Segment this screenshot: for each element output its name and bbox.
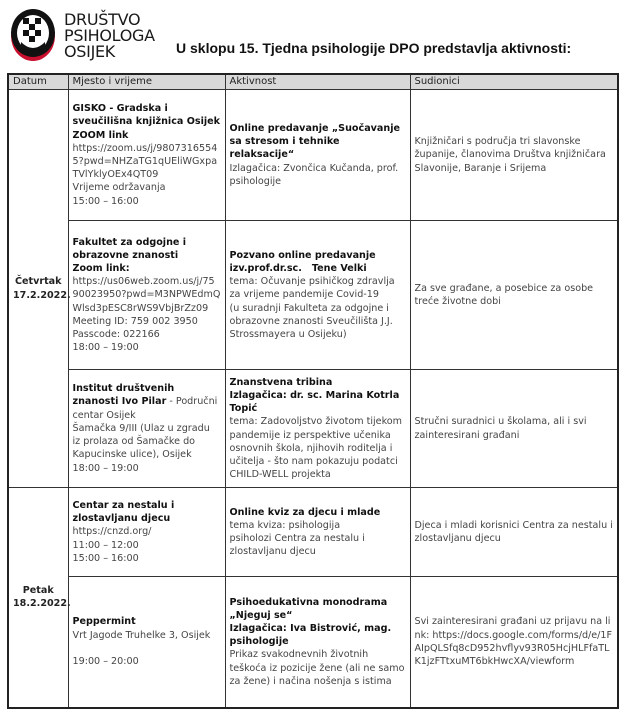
activity-cell xyxy=(225,221,410,370)
place-subtitle: - Područni centar Osijek xyxy=(72,396,218,421)
place-cell xyxy=(68,90,225,221)
day-date: 17.2.2022. xyxy=(13,289,71,301)
activity-title: Psihoedukativna monodrama „Njeguj se“ xyxy=(229,596,388,621)
place-name: GISKO - Gradska i sveučilišna knjižnica Osijek xyxy=(72,103,221,128)
table-row xyxy=(8,488,618,577)
table-row xyxy=(8,577,618,708)
activity-speaker: izv.prof.dr.sc. Tene Velki xyxy=(229,262,367,274)
activity-topic: tema kviza: psihologija xyxy=(229,519,341,531)
time-range: 18:00 – 19:00 xyxy=(72,342,139,354)
place-cell xyxy=(68,370,225,488)
column-header-date: Datum xyxy=(8,74,68,90)
activity-title: Online predavanje „Suočavanje sa stresom i tehnike relaksacije“ xyxy=(229,122,401,161)
activity-cell xyxy=(225,488,410,577)
table-row xyxy=(8,370,618,488)
table-header-row xyxy=(8,74,618,90)
column-header-activity: Aktivnost xyxy=(225,74,410,90)
activity-speaker: Izlagačica: Zvončica Kučanda, prof. psihologije xyxy=(229,162,399,187)
activity-cell xyxy=(225,370,410,488)
activity-topic: tema: Očuvanje psihičkog zdravlja za vrijeme pandemije Covid-19 xyxy=(229,276,395,301)
activity-description: Prikaz svakodnevnih životnih teškoća iz pozicije žene (ali ne samo za žene) i načina nošenja s istima xyxy=(229,649,405,687)
meeting-id: Meeting ID: 759 002 3950 xyxy=(72,315,198,327)
activity-cell xyxy=(225,90,410,221)
time-range: 18:00 – 19:00 xyxy=(72,462,139,474)
activity-title: Online kviz za djecu i mlade xyxy=(229,506,381,518)
activities-table xyxy=(7,73,619,709)
participants-cell: Djeca i mladi korisnici Centra za nestalu i zlostavljanu djecu xyxy=(410,488,618,577)
logo-emblem-icon xyxy=(8,6,58,64)
time-range: 11:00 – 12:00 xyxy=(72,539,139,551)
place-address: Vrt Jagode Truhelke 3, Osijek xyxy=(72,629,211,641)
place-address: Šamačka 9/III (Ulaz u zgradu iz prolaza od Šamačke do Kapucinske ulice), Osijek xyxy=(72,422,210,461)
activity-speaker: Izlagačica: Iva Bistrović, mag. psihologije xyxy=(229,622,392,648)
place-cell xyxy=(68,221,225,370)
logo-line-3: OSIJEK xyxy=(64,42,115,61)
activity-topic: tema: Zadovoljstvo životom tijekom pandemije iz perspektive učenika osnovnih škola, njihovih roditelja i učitelja - što nam pokazuju podatci CHILD-WELL projekta xyxy=(229,416,403,481)
place-name: Institut društvenih znanosti Ivo Pilar xyxy=(72,383,175,408)
place-name: Centar za nestalu i zlostavljanu djecu xyxy=(72,499,175,525)
logo-line-1: DRUŠTVO xyxy=(64,10,141,29)
date-cell xyxy=(8,488,71,708)
place-name: Fakultet za odgojne i obrazovne znanosti xyxy=(72,236,187,261)
zoom-link-label: Zoom link: xyxy=(72,262,130,274)
zoom-link[interactable]: https://zoom.us/j/98073165545?pwd=NHZaTG1qUEliWGxpaTVlYklyOEx4QT09 xyxy=(72,142,218,181)
date-cell xyxy=(8,90,71,488)
website-link[interactable]: https://cnzd.org/ xyxy=(72,526,152,538)
activity-note: (u suradnji Fakulteta za odgojne i obrazovne znanosti Sveučilišta J.J. Strossmayera u Osijeku) xyxy=(229,302,393,340)
dpo-logo xyxy=(8,6,158,64)
time-label: Vrijeme održavanja xyxy=(72,182,166,194)
participants-cell: Za sve građane, a posebice za osobe treće životne dobi xyxy=(410,221,618,370)
day-date: 18.2.2022. xyxy=(13,598,71,610)
logo-line-2: PSIHOLOGA xyxy=(64,26,155,45)
activity-title: Pozvano online predavanje xyxy=(229,249,376,261)
time-range: 19:00 – 20:00 xyxy=(72,655,139,667)
page-title: U sklopu 15. Tjedna psihologije DPO predstavlja aktivnosti: xyxy=(176,40,572,56)
spacer xyxy=(73,642,221,655)
participants-cell[interactable]: Svi zainteresirani građani uz prijavu na link: https://docs.google.com/forms/d/e/1FAIpQLSfq8cD952hvflyv93R05HcjHLFfaTLK1jzFTtxuMT6bkHwcXA/viewform xyxy=(410,577,618,708)
participants-cell: Knjižničari s područja tri slavonske županije, članovima Društva knjižničara Slavonije, Baranje i Srijema xyxy=(410,90,618,221)
day-name: Petak xyxy=(22,585,54,597)
logo-text xyxy=(64,12,155,60)
activity-title: Znanstvena tribina xyxy=(229,376,333,388)
place-cell xyxy=(68,488,225,577)
day-name: Četvrtak xyxy=(14,276,62,288)
place-name: Peppermint xyxy=(72,616,136,628)
table-row xyxy=(8,90,618,221)
participants-cell: Stručni suradnici u školama, ali i svi zainteresirani građani xyxy=(410,370,618,488)
time-range: 15:00 – 16:00 xyxy=(72,195,139,207)
column-header-participants: Sudionici xyxy=(410,74,618,90)
zoom-link[interactable]: https://us06web.zoom.us/j/7590023950?pwd=M3NPWEdmQWlsd3pESC8rWS9VbjBrZz09 xyxy=(72,276,221,314)
table-row xyxy=(8,221,618,370)
time-range: 15:00 – 16:00 xyxy=(72,552,139,564)
activity-cell xyxy=(225,577,410,708)
passcode: Passcode: 022166 xyxy=(72,329,160,340)
column-header-place-time: Mjesto i vrijeme xyxy=(68,74,225,90)
place-cell xyxy=(68,577,225,708)
activity-speaker: Izlagačica: dr. sc. Marina Kotrla Topić xyxy=(229,389,400,415)
zoom-link-label: ZOOM link xyxy=(72,129,129,141)
activity-speaker: psiholozi Centra za nestalu i zlostavljanu djecu xyxy=(229,533,365,558)
